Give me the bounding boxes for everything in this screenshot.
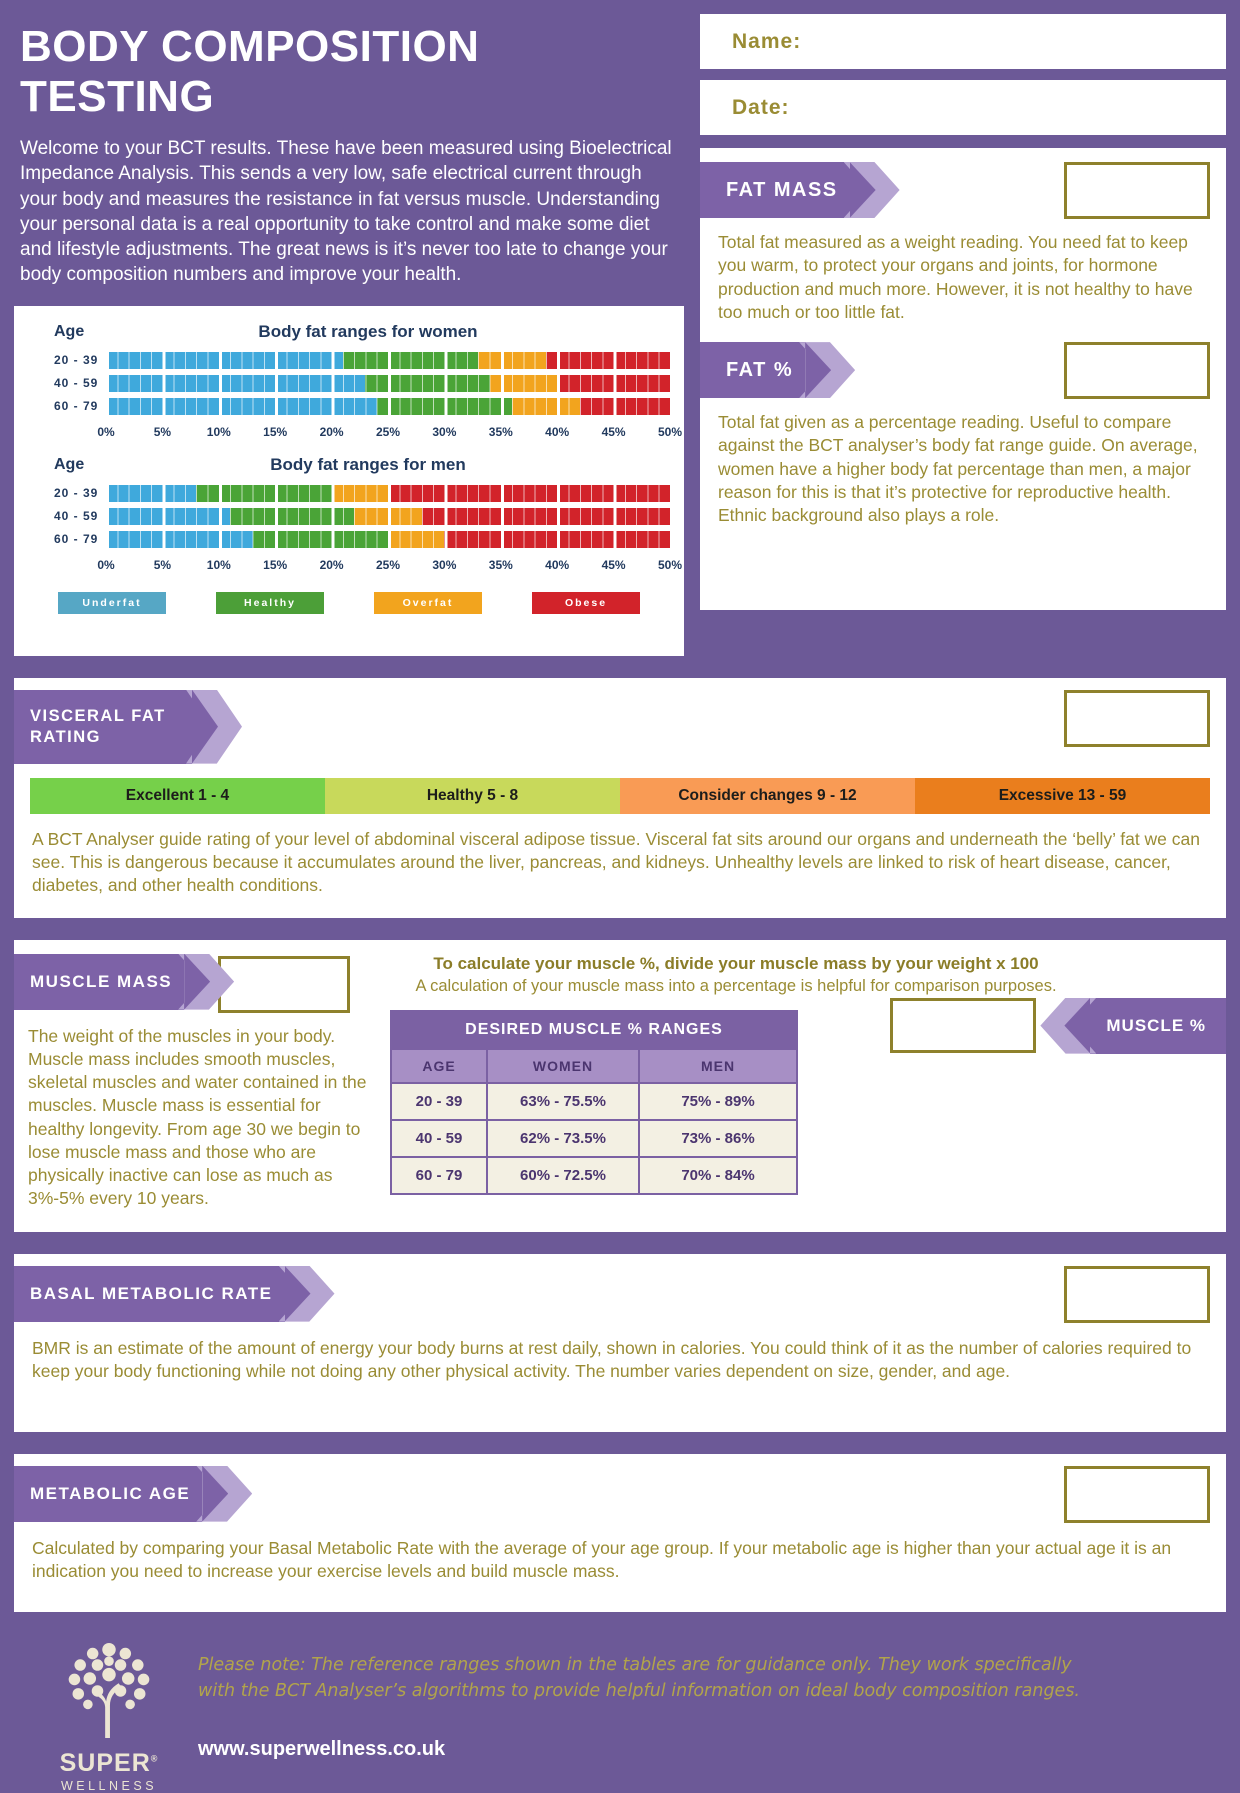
visceral-value-box[interactable]: [1064, 690, 1210, 747]
muscle-percent-banner: [1090, 998, 1226, 1054]
legend-item-obese: Obese: [532, 592, 640, 614]
axis-area: [97, 554, 683, 576]
fat-percent-text: Total fat given as a percentage reading. Useful to compare against the BCT analyser’s body fat range guide. On average, women have a higher body fat percentage than men, a major reason for this is that it’s protective for reproductive health. Ethnic background also plays a role.: [718, 412, 1198, 526]
website-link[interactable]: www.superwellness.co.uk: [198, 1738, 446, 1761]
fat-mass-text: Total fat measured as a weight reading. You need fat to keep you warm, to protect your organs and joints, for hormone production and much more. However, it is not healthy to have too much or too little fat.: [718, 232, 1193, 322]
top-section: [14, 14, 1226, 656]
chart-row: [28, 398, 670, 415]
stacked-bar: [106, 375, 670, 392]
bar-ticks: [106, 375, 670, 392]
chart-header: [28, 322, 670, 342]
chart-title: Body fat ranges for men: [270, 454, 466, 474]
muscle-table-header-age: AGE: [391, 1049, 487, 1083]
cell-women: 62% - 73.5%: [487, 1120, 639, 1157]
visceral-fat-banner: [14, 690, 192, 764]
age-range-label: 40 - 59: [54, 376, 99, 391]
stacked-bar: [106, 531, 670, 548]
muscle-calc-subtitle: A calculation of your muscle mass into a percentage is helpful for comparison purposes.: [415, 976, 1057, 995]
registered-mark: ®: [150, 1753, 159, 1764]
footer: [14, 1612, 1226, 1793]
brand-wellness: WELLNESS: [60, 1778, 158, 1793]
chart-row: [28, 375, 670, 392]
top-right-column: [700, 14, 1226, 656]
intro-text: Welcome to your BCT results. These have been measured using Bioelectrical Impedance Analysis. This sends a very low, safe electrical current through your body and measures the resistance in fat versus muscle. Understanding your personal data is a real opportunity to take control and make some diet and lifestyle adjustments. The great news is it’s never too late to change your body composition numbers and improve your health.: [20, 138, 672, 286]
cell-women: 63% - 75.5%: [487, 1083, 639, 1120]
stacked-bar: [106, 352, 670, 369]
age-range-label: 20 - 39: [54, 353, 99, 368]
axis-tick-label: 50%: [657, 557, 683, 572]
legend-item-overfat: Overfat: [374, 592, 482, 614]
metabolic-age-value-box[interactable]: [1064, 1466, 1210, 1523]
axis-tick-label: 0%: [97, 424, 115, 439]
visceral-text: A BCT Analyser guide rating of your level of abdominal visceral adipose tissue. Visceral fat sits around our organs and underneath the ‘belly’ fat we can see. This is dangerous because it accumulates around the liver, pancreas, and kidneys. Unhealthy levels are linked to risk of heart disease, cancer, diabetes, and other health conditions.: [32, 828, 1200, 896]
fat-mass-value-box[interactable]: [1064, 162, 1210, 219]
metabolic-age-section: [14, 1454, 1226, 1612]
axis-tick-label: 45%: [601, 424, 626, 439]
chart-header: [28, 455, 670, 475]
fat-percent-label: FAT %: [726, 358, 794, 381]
muscle-left-column: [14, 940, 386, 1232]
axis-tick-label: 25%: [375, 424, 401, 439]
legend-item-healthy: Healthy: [216, 592, 324, 614]
page-title: BODY COMPOSITION TESTING: [20, 22, 480, 121]
superwellness-logo: [54, 1638, 164, 1793]
chart-row: [28, 508, 670, 525]
bar-ticks: [106, 352, 670, 369]
date-field[interactable]: [700, 80, 1226, 135]
fat-percent-value-box[interactable]: [1064, 342, 1210, 399]
visceral-scale-segment: Excessive 13 - 59: [915, 778, 1210, 814]
bar-ticks: [106, 398, 670, 415]
stacked-bar: [106, 398, 670, 415]
bar-ticks: [106, 485, 670, 502]
cell-men: 73% - 86%: [639, 1120, 797, 1157]
muscle-calc-title: To calculate your muscle %, divide your muscle mass by your weight x 100: [433, 953, 1039, 973]
age-range-label: 60 - 79: [54, 532, 99, 547]
footer-right: [198, 1638, 1200, 1793]
cell-age: 60 - 79: [391, 1157, 487, 1194]
bar-ticks: [106, 508, 670, 525]
axis-tick-label: 15%: [263, 557, 288, 572]
axis-tick-label: 10%: [206, 424, 231, 439]
fat-mass-header: [700, 148, 1226, 219]
axis-tick-label: 35%: [488, 557, 513, 572]
age-range-label: 40 - 59: [54, 509, 99, 524]
axis-tick-label: 30%: [432, 424, 457, 439]
axis-tick-label: 15%: [263, 424, 288, 439]
axis-tick-label: 40%: [545, 424, 570, 439]
bmr-text: BMR is an estimate of the amount of energy your body burns at rest daily, shown in calories. You could think of it as the number of calories required to keep your body functioning while not doing any other physical activity. The number varies dependent on size, gender, and age.: [32, 1337, 1192, 1381]
axis-tick-label: 30%: [432, 557, 457, 572]
axis-tick-label: 5%: [153, 557, 172, 572]
visceral-scale-segment: Healthy 5 - 8: [325, 778, 620, 814]
name-label: Name:: [732, 29, 802, 53]
muscle-mass-section: [14, 940, 1226, 1232]
row-header-label: Age: [54, 455, 85, 473]
axis-tick-label: 35%: [488, 424, 513, 439]
age-range-label: 60 - 79: [54, 399, 99, 414]
axis-tick-label: 10%: [206, 557, 231, 572]
axis-area: [97, 421, 683, 443]
footer-note: Please note: The reference ranges shown in the tables are for guidance only. They work specifically with the BCT Analyser’s algorithms to provide helpful information on ideal body composition ranges.: [198, 1654, 1080, 1701]
chart-legend: [28, 586, 670, 614]
axis-tick-label: 20%: [319, 424, 344, 439]
muscle-mass-banner: [14, 954, 184, 1010]
axis-tick-label: 5%: [153, 424, 172, 439]
muscle-mass-text: The weight of the muscles in your body. Muscle mass includes smooth muscles, skeletal muscles and water contained in the muscles. Muscle mass is essential for healthy longevity. From age 30 we begin to lose muscle mass and those who are physically inactive can lose as much as 3%-5% every 10 years.: [28, 1025, 367, 1209]
age-range-label: 20 - 39: [54, 486, 99, 501]
visceral-fat-label: VISCERAL FAT RATING: [30, 706, 166, 746]
axis-spacer: [28, 421, 106, 443]
axis-tick-label: 20%: [319, 557, 344, 572]
muscle-mass-value-box[interactable]: [218, 956, 350, 1013]
metabolic-age-header: [14, 1454, 1226, 1523]
cell-age: 20 - 39: [391, 1083, 487, 1120]
bmr-section: [14, 1254, 1226, 1432]
metabolic-age-banner: [14, 1466, 202, 1522]
chart-body-fat-women: [28, 321, 683, 443]
date-label: Date:: [732, 95, 790, 119]
name-field[interactable]: [700, 14, 1226, 69]
fat-percent-banner: [700, 342, 805, 398]
visceral-scale-segment: Consider changes 9 - 12: [620, 778, 915, 814]
stacked-bar: [106, 485, 670, 502]
muscle-table-header-men: MEN: [639, 1049, 797, 1083]
legend-item-underfat: Underfat: [58, 592, 166, 614]
desired-muscle-ranges-table: [390, 1010, 798, 1195]
metabolic-age-label: METABOLIC AGE: [30, 1483, 191, 1503]
bmr-header: [14, 1254, 1226, 1323]
axis-tick-label: 0%: [97, 557, 115, 572]
fat-card: [700, 148, 1226, 610]
chart-title: Body fat ranges for women: [258, 321, 478, 341]
table-row: [391, 1157, 797, 1194]
chart-row: [28, 352, 670, 369]
stacked-bar: [106, 508, 670, 525]
visceral-rating-scale: [30, 778, 1210, 814]
top-left-column: [14, 14, 684, 656]
axis-tick-label: 40%: [545, 557, 570, 572]
body-fat-charts-panel: [14, 306, 684, 656]
muscle-mass-header: [14, 940, 386, 1013]
muscle-table-header-women: WOMEN: [487, 1049, 639, 1083]
chart-body-fat-men: [28, 454, 683, 576]
cell-men: 70% - 84%: [639, 1157, 797, 1194]
tree-logo-icon: [61, 1638, 157, 1742]
muscle-table-title: DESIRED MUSCLE % RANGES: [391, 1011, 797, 1049]
bar-ticks: [106, 531, 670, 548]
brand-super: SUPER®: [59, 1748, 159, 1777]
bmr-label: BASAL METABOLIC RATE: [30, 1283, 273, 1303]
bmr-value-box[interactable]: [1064, 1266, 1210, 1323]
muscle-percent-value-box[interactable]: [890, 998, 1036, 1053]
axis-spacer: [28, 554, 106, 576]
fat-mass-label: FAT MASS: [726, 178, 838, 201]
chart-row: [28, 531, 670, 548]
visceral-scale-segment: Excellent 1 - 4: [30, 778, 325, 814]
muscle-mass-label: MUSCLE MASS: [30, 971, 173, 991]
cell-age: 40 - 59: [391, 1120, 487, 1157]
visceral-header: [14, 678, 1226, 764]
axis-tick-label: 50%: [657, 424, 683, 439]
metabolic-age-text: Calculated by comparing your Basal Metabolic Rate with the average of your age group. If your metabolic age is higher than your actual age it is an indication you need to increase your exercise levels and build muscle mass.: [32, 1537, 1172, 1581]
fat-mass-banner: [700, 162, 850, 218]
axis-tick-label: 45%: [601, 557, 626, 572]
table-row: [391, 1083, 797, 1120]
muscle-right-column: [386, 940, 1226, 1232]
row-header-label: Age: [54, 322, 85, 340]
table-row: [391, 1120, 797, 1157]
visceral-fat-section: [14, 678, 1226, 918]
chart-row: [28, 485, 670, 502]
chart-axis: [28, 554, 683, 576]
fat-percent-header: [700, 324, 1226, 399]
bmr-banner: [14, 1266, 285, 1322]
axis-tick-label: 25%: [375, 557, 401, 572]
cell-women: 60% - 72.5%: [487, 1157, 639, 1194]
cell-men: 75% - 89%: [639, 1083, 797, 1120]
muscle-percent-label: MUSCLE %: [1106, 1015, 1206, 1035]
chart-axis: [28, 421, 683, 443]
